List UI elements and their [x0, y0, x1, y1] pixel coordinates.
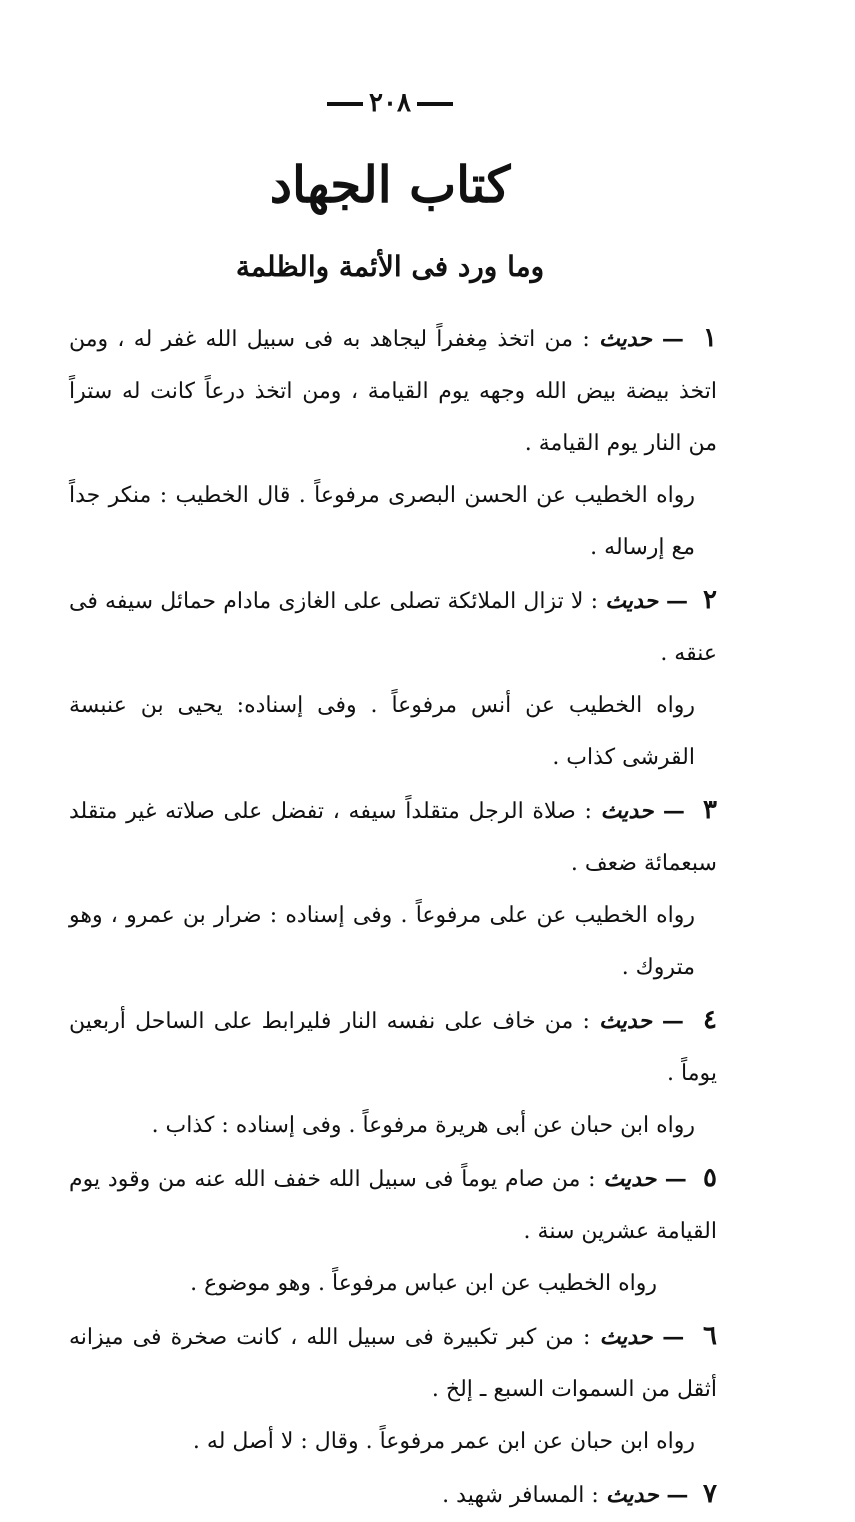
narration-entry	[69, 1416, 717, 1468]
hadith-entry	[69, 1152, 717, 1258]
narration-entry	[69, 1100, 717, 1152]
narration-entry	[69, 680, 717, 784]
hadith-label: حديث	[605, 588, 659, 614]
chapter-subtitle: وما ورد فى الأئمة والظلمة	[235, 250, 545, 283]
hadith-text: : المسافر شهيد .	[442, 1483, 599, 1508]
entry-dash: —	[656, 1166, 696, 1192]
narration-text: رواه الخطيب عن على مرفوعاً . وفى إسناده : ضرار بن عمرو ، وهو متروك .	[69, 903, 695, 980]
hadith-number: ٦	[703, 1321, 718, 1351]
hadith-number: ٥	[703, 1163, 717, 1193]
hadith-label: حديث	[599, 1324, 653, 1350]
hadith-text: : صلاة الرجل متقلداً سيفه ، تفضل على صلاته غير متقلد سبعمائة ضعف .	[69, 799, 717, 876]
entry-dash: —	[653, 798, 695, 824]
hadith-text: : من صام يوماً فى سبيل الله خفف الله عنه من وقود يوم القيامة عشرين سنة .	[69, 1167, 717, 1244]
body-text	[69, 312, 717, 1522]
hadith-label: حديث	[599, 1008, 653, 1034]
page-number-value: ٢٠٨	[369, 88, 411, 118]
narration-text: رواه الخطيب عن أنس مرفوعاً . وفى إسناده: يحيى بن عنبسة القرشى كذاب .	[69, 693, 695, 770]
hadith-text: : من خاف على نفسه النار فليرابط على الساحل أربعين يوماً .	[69, 1009, 717, 1086]
hadith-number: ١	[703, 323, 717, 353]
entry-dash: —	[658, 1482, 697, 1508]
entry-dash: —	[652, 1324, 694, 1350]
narration-entry	[69, 890, 717, 994]
narration-entry	[69, 1258, 717, 1310]
narration-text: رواه ابن حبان عن أبى هريرة مرفوعاً . وفى إسناده : كذاب .	[151, 1113, 695, 1138]
hadith-number: ٣	[703, 795, 717, 825]
entry-dash: —	[651, 326, 694, 352]
hadith-number: ٤	[703, 1005, 717, 1035]
hadith-number: ٢	[703, 585, 717, 615]
page-number-dash-left	[327, 102, 363, 106]
hadith-entry	[69, 312, 717, 470]
narration-text: رواه الخطيب عن الحسن البصرى مرفوعاً . قال الخطيب : منكر جداً مع إرساله .	[69, 483, 695, 560]
entry-dash: —	[658, 588, 696, 614]
hadith-number: ٧	[703, 1479, 717, 1509]
hadith-label: حديث	[599, 326, 652, 352]
hadith-entry	[69, 784, 717, 890]
hadith-text: : لا تزال الملائكة تصلى على الغازى مادام حمائل سيفه فى عنقه .	[69, 589, 717, 666]
hadith-entry	[69, 1310, 717, 1416]
page-number	[0, 88, 780, 118]
hadith-label: حديث	[605, 1482, 659, 1508]
hadith-text: : من اتخذ مِغفراً ليجاهد به فى سبيل الله غفر له ، ومن اتخذ بيضة بيض الله وجهه يوم القيامة ، ومن اتخذ درعاً كانت له ستراً من النار يوم القيامة .	[69, 327, 717, 456]
narration-entry	[69, 470, 717, 574]
chapter-title: كتاب الجهاد	[269, 155, 511, 214]
hadith-text: : من كبر تكبيرة فى سبيل الله ، كانت صخرة فى ميزانه أثقل من السموات السبع ـ إلخ .	[69, 1325, 717, 1402]
hadith-entry	[69, 574, 717, 680]
entry-dash: —	[652, 1008, 694, 1034]
hadith-entry	[69, 1468, 717, 1522]
narration-text: رواه الخطيب عن ابن عباس مرفوعاً . وهو موضوع .	[190, 1271, 657, 1296]
narration-text: رواه ابن حبان عن ابن عمر مرفوعاً . وقال : لا أصل له .	[192, 1429, 695, 1454]
hadith-label: حديث	[603, 1166, 657, 1192]
hadith-entry	[69, 994, 717, 1100]
hadith-label: حديث	[600, 798, 654, 824]
page-number-dash-right	[417, 102, 453, 106]
